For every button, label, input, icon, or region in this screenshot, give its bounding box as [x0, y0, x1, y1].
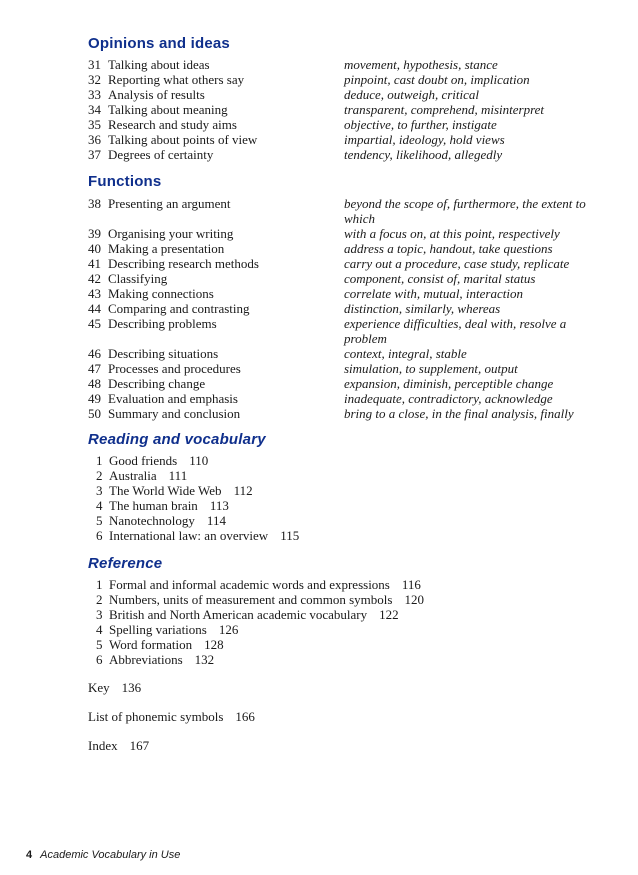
page-footer	[26, 849, 180, 861]
item-number: 2	[96, 468, 103, 483]
unit-title: Making a presentation	[108, 241, 225, 256]
item-number: 6	[96, 528, 103, 543]
unit-title: Processes and procedures	[108, 361, 241, 376]
unit-number: 42	[88, 271, 101, 286]
unit-title: Describing change	[108, 376, 206, 391]
list-item[interactable]	[88, 528, 608, 543]
unit-row[interactable]	[88, 117, 608, 132]
section-heading-reference: Reference	[88, 555, 163, 572]
unit-keywords: correlate with, mutual, interaction	[344, 286, 523, 301]
unit-number: 33	[88, 87, 101, 102]
unit-row[interactable]	[88, 301, 608, 316]
unit-keywords: inadequate, contradictory, acknowledge	[344, 391, 553, 406]
item-page: 132	[194, 652, 215, 667]
key-page: 136	[121, 680, 142, 695]
unit-row[interactable]	[88, 286, 608, 301]
list-item[interactable]	[88, 453, 608, 468]
item-title: Nanotechnology	[109, 513, 195, 528]
item-number: 4	[96, 498, 103, 513]
unit-number: 46	[88, 346, 101, 361]
item-page: 112	[233, 483, 253, 498]
item-title: International law: an overview	[109, 528, 269, 543]
unit-row[interactable]	[88, 406, 608, 421]
section-heading-functions: Functions	[88, 173, 162, 190]
unit-number: 34	[88, 102, 101, 117]
item-title: Abbreviations	[109, 652, 183, 667]
item-title: Spelling variations	[109, 622, 207, 637]
unit-title: Summary and conclusion	[108, 406, 241, 421]
key-entry[interactable]	[88, 680, 141, 695]
item-number: 2	[96, 592, 103, 607]
unit-title: Comparing and contrasting	[108, 301, 250, 316]
unit-keywords: distinction, similarly, whereas	[344, 301, 501, 316]
unit-row[interactable]	[88, 316, 608, 346]
unit-keywords: pinpoint, cast doubt on, implication	[344, 72, 530, 87]
unit-keywords: experience difficulties, deal with, resolve a problem	[344, 316, 567, 346]
unit-title: Analysis of results	[108, 87, 205, 102]
unit-keywords: carry out a procedure, case study, replicate	[344, 256, 570, 271]
unit-keywords: address a topic, handout, take questions	[344, 241, 553, 256]
list-item[interactable]	[88, 513, 608, 528]
unit-title: Presenting an argument	[108, 196, 231, 211]
item-title: Formal and informal academic words and expressions	[109, 577, 390, 592]
unit-row[interactable]	[88, 241, 608, 256]
item-title: Word formation	[109, 637, 193, 652]
unit-keywords: bring to a close, in the final analysis, finally	[344, 406, 574, 421]
unit-row[interactable]	[88, 391, 608, 406]
unit-title: Making connections	[108, 286, 214, 301]
unit-row[interactable]	[88, 57, 608, 72]
unit-list-functions	[88, 196, 608, 421]
list-item[interactable]	[88, 483, 608, 498]
unit-row[interactable]	[88, 376, 608, 391]
unit-title: Degrees of certainty	[108, 147, 214, 162]
unit-number: 41	[88, 256, 101, 271]
unit-keywords: impartial, ideology, hold views	[344, 132, 505, 147]
list-item[interactable]	[88, 607, 608, 622]
unit-title: Organising your writing	[108, 226, 234, 241]
unit-number: 35	[88, 117, 101, 132]
item-number: 3	[96, 607, 103, 622]
unit-number: 48	[88, 376, 101, 391]
page-number: 4	[26, 849, 33, 861]
list-item[interactable]	[88, 622, 608, 637]
unit-keywords: tendency, likelihood, allegedly	[344, 147, 503, 162]
unit-list-opinions	[88, 57, 608, 162]
unit-row[interactable]	[88, 72, 608, 87]
index-label: Index	[88, 738, 118, 753]
unit-number: 37	[88, 147, 101, 162]
item-page: 122	[379, 607, 399, 622]
unit-keywords: expansion, diminish, perceptible change	[344, 376, 554, 391]
list-item[interactable]	[88, 652, 608, 667]
item-title: British and North American academic vocabulary	[109, 607, 368, 622]
unit-keywords: objective, to further, instigate	[344, 117, 497, 132]
item-number: 3	[96, 483, 103, 498]
item-number: 4	[96, 622, 103, 637]
item-number: 6	[96, 652, 103, 667]
unit-row[interactable]	[88, 102, 608, 117]
item-page: 110	[189, 453, 209, 468]
key-label: Key	[88, 680, 110, 695]
unit-row[interactable]	[88, 132, 608, 147]
section-heading-reading: Reading and vocabulary	[88, 431, 266, 448]
section-opinions	[88, 34, 608, 162]
section-reference	[88, 554, 608, 667]
phonemic-entry[interactable]	[88, 709, 255, 724]
unit-row[interactable]	[88, 87, 608, 102]
unit-keywords: with a focus on, at this point, respectively	[344, 226, 560, 241]
unit-title: Talking about meaning	[108, 102, 228, 117]
unit-title: Reporting what others say	[108, 72, 245, 87]
unit-title: Classifying	[108, 271, 168, 286]
phonemic-page: 166	[235, 709, 255, 724]
unit-number: 32	[88, 72, 101, 87]
item-number: 1	[96, 453, 103, 468]
item-page: 120	[404, 592, 424, 607]
unit-number: 31	[88, 57, 101, 72]
unit-keywords: context, integral, stable	[344, 346, 467, 361]
unit-number: 38	[88, 196, 101, 211]
unit-keywords: transparent, comprehend, misinterpret	[344, 102, 545, 117]
item-page: 116	[401, 577, 421, 592]
unit-row[interactable]	[88, 271, 608, 286]
phonemic-label: List of phonemic symbols	[88, 709, 224, 724]
item-title: Australia	[109, 468, 157, 483]
unit-keywords: movement, hypothesis, stance	[344, 57, 498, 72]
section-functions	[88, 172, 608, 421]
list-item[interactable]	[88, 577, 608, 592]
unit-row[interactable]	[88, 226, 608, 241]
unit-title: Describing research methods	[108, 256, 259, 271]
unit-title: Research and study aims	[108, 117, 237, 132]
list-item[interactable]	[88, 592, 608, 607]
unit-row[interactable]	[88, 346, 608, 361]
index-entry[interactable]	[88, 738, 149, 753]
unit-row[interactable]	[88, 196, 608, 226]
unit-number: 36	[88, 132, 101, 147]
unit-number: 47	[88, 361, 101, 376]
unit-number: 45	[88, 316, 101, 331]
unit-number: 40	[88, 241, 101, 256]
list-item[interactable]	[88, 637, 608, 652]
unit-title: Talking about points of view	[108, 132, 258, 147]
item-page: 111	[168, 468, 188, 483]
unit-keywords: beyond the scope of, furthermore, the extent to which	[344, 196, 586, 226]
book-title: Academic Vocabulary in Use	[40, 849, 181, 861]
unit-number: 43	[88, 286, 101, 301]
item-page: 128	[204, 637, 224, 652]
item-title: Numbers, units of measurement and common symbols	[109, 592, 393, 607]
item-title: The human brain	[109, 498, 198, 513]
item-number: 5	[96, 637, 103, 652]
unit-number: 49	[88, 391, 101, 406]
unit-number: 50	[88, 406, 101, 421]
unit-row[interactable]	[88, 256, 608, 271]
unit-title: Evaluation and emphasis	[108, 391, 238, 406]
item-number: 5	[96, 513, 103, 528]
item-page: 113	[209, 498, 229, 513]
item-page: 114	[206, 513, 226, 528]
section-heading-opinions: Opinions and ideas	[88, 35, 230, 52]
unit-keywords: deduce, outweigh, critical	[344, 87, 480, 102]
item-page: 126	[218, 622, 239, 637]
list-item[interactable]	[88, 468, 608, 483]
index-page: 167	[129, 738, 150, 753]
item-title: Good friends	[109, 453, 178, 468]
unit-keywords: component, consist of, marital status	[344, 271, 536, 286]
section-reading	[88, 430, 608, 543]
unit-number: 39	[88, 226, 101, 241]
unit-title: Describing situations	[108, 346, 219, 361]
item-page: 115	[280, 528, 300, 543]
unit-title: Describing problems	[108, 316, 217, 331]
unit-row[interactable]	[88, 361, 608, 376]
unit-row[interactable]	[88, 147, 608, 162]
unit-title: Talking about ideas	[108, 57, 210, 72]
unit-number: 44	[88, 301, 101, 316]
list-item[interactable]	[88, 498, 608, 513]
item-title: The World Wide Web	[109, 483, 222, 498]
item-number: 1	[96, 577, 103, 592]
unit-keywords: simulation, to supplement, output	[344, 361, 518, 376]
